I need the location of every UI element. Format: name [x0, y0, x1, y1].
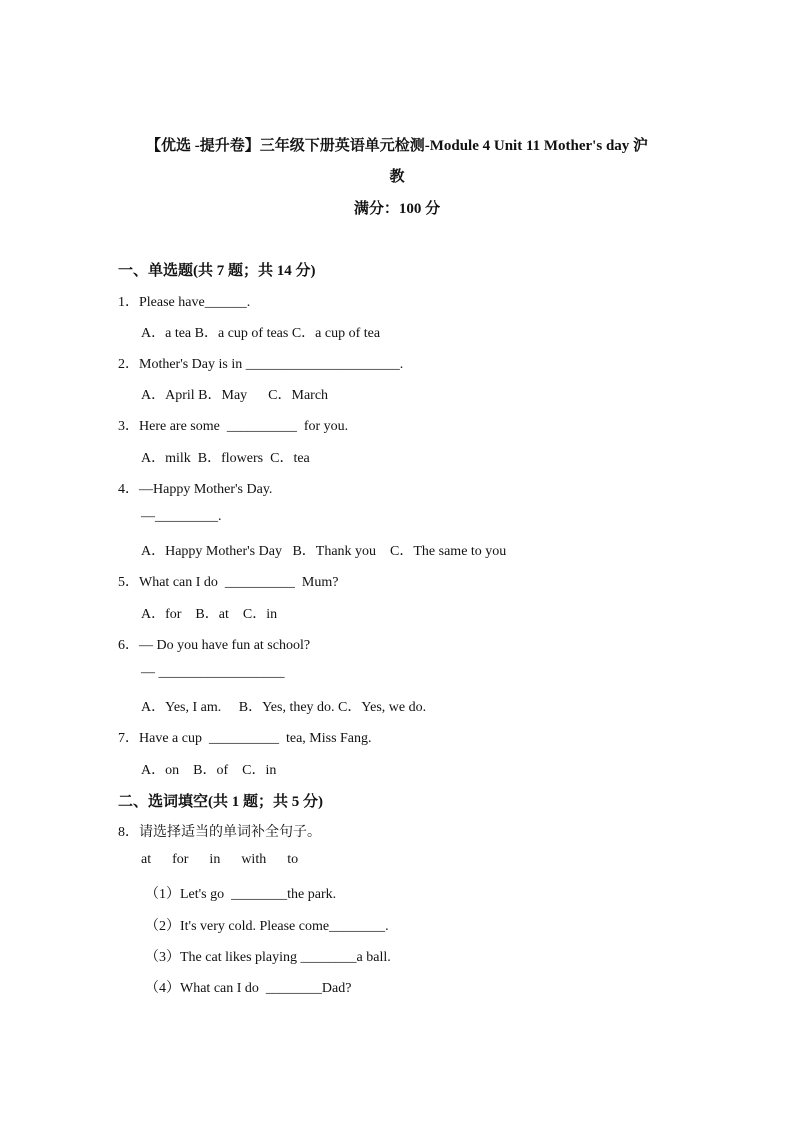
- question-7-stem: 7．Have a cup __________ tea, Miss Fang.: [118, 731, 372, 746]
- question-2-stem: 2．Mother's Day is in ______________________.: [118, 357, 404, 372]
- question-1-options: A．a tea B．a cup of teas C．a cup of tea: [141, 326, 381, 341]
- question-4-answer-line: —_________.: [141, 509, 222, 524]
- question-5-options: A．for B．at C．in: [141, 607, 278, 622]
- question-1-stem: 1．Please have______.: [118, 295, 251, 310]
- question-8-instruction: 8．请选择适当的单词补全句子。: [118, 825, 321, 840]
- section2-heading: 二、选词填空(共 1 题；共 5 分): [118, 794, 323, 810]
- fill-item-2: （2）It's very cold. Please come________.: [145, 919, 389, 934]
- question-6-stem: 6．— Do you have fun at school?: [118, 638, 311, 653]
- question-6-answer-line: — __________________: [141, 665, 285, 680]
- question-5-stem: 5．What can I do __________ Mum?: [118, 575, 339, 590]
- word-bank: at for in with to: [141, 852, 299, 867]
- section1-heading: 一、单选题(共 7 题；共 14 分): [118, 263, 316, 279]
- fill-item-1: （1）Let's go ________the park.: [145, 887, 337, 902]
- total-score: 满分：100 分: [353, 201, 441, 217]
- question-6-options: A．Yes, I am. B．Yes, they do. C．Yes, we do.: [141, 700, 427, 715]
- fill-item-3: （3）The cat likes playing ________a ball.: [145, 950, 391, 965]
- document-title-line1: 【优选 -提升卷】三年级下册英语单元检测-Module 4 Unit 11 Mother's day 沪: [145, 138, 649, 154]
- question-4-options: A．Happy Mother's Day B．Thank you C．The same to you: [141, 544, 507, 559]
- question-2-options: A．April B．May C．March: [141, 388, 329, 403]
- question-3-stem: 3．Here are some __________ for you.: [118, 419, 349, 434]
- question-3-options: A．milk B．flowers C．tea: [141, 451, 310, 466]
- document-title-line2: 教: [389, 169, 405, 185]
- question-7-options: A．on B．of C．in: [141, 763, 277, 778]
- fill-item-4: （4）What can I do ________Dad?: [145, 981, 352, 996]
- question-4-stem: 4．—Happy Mother's Day.: [118, 482, 273, 497]
